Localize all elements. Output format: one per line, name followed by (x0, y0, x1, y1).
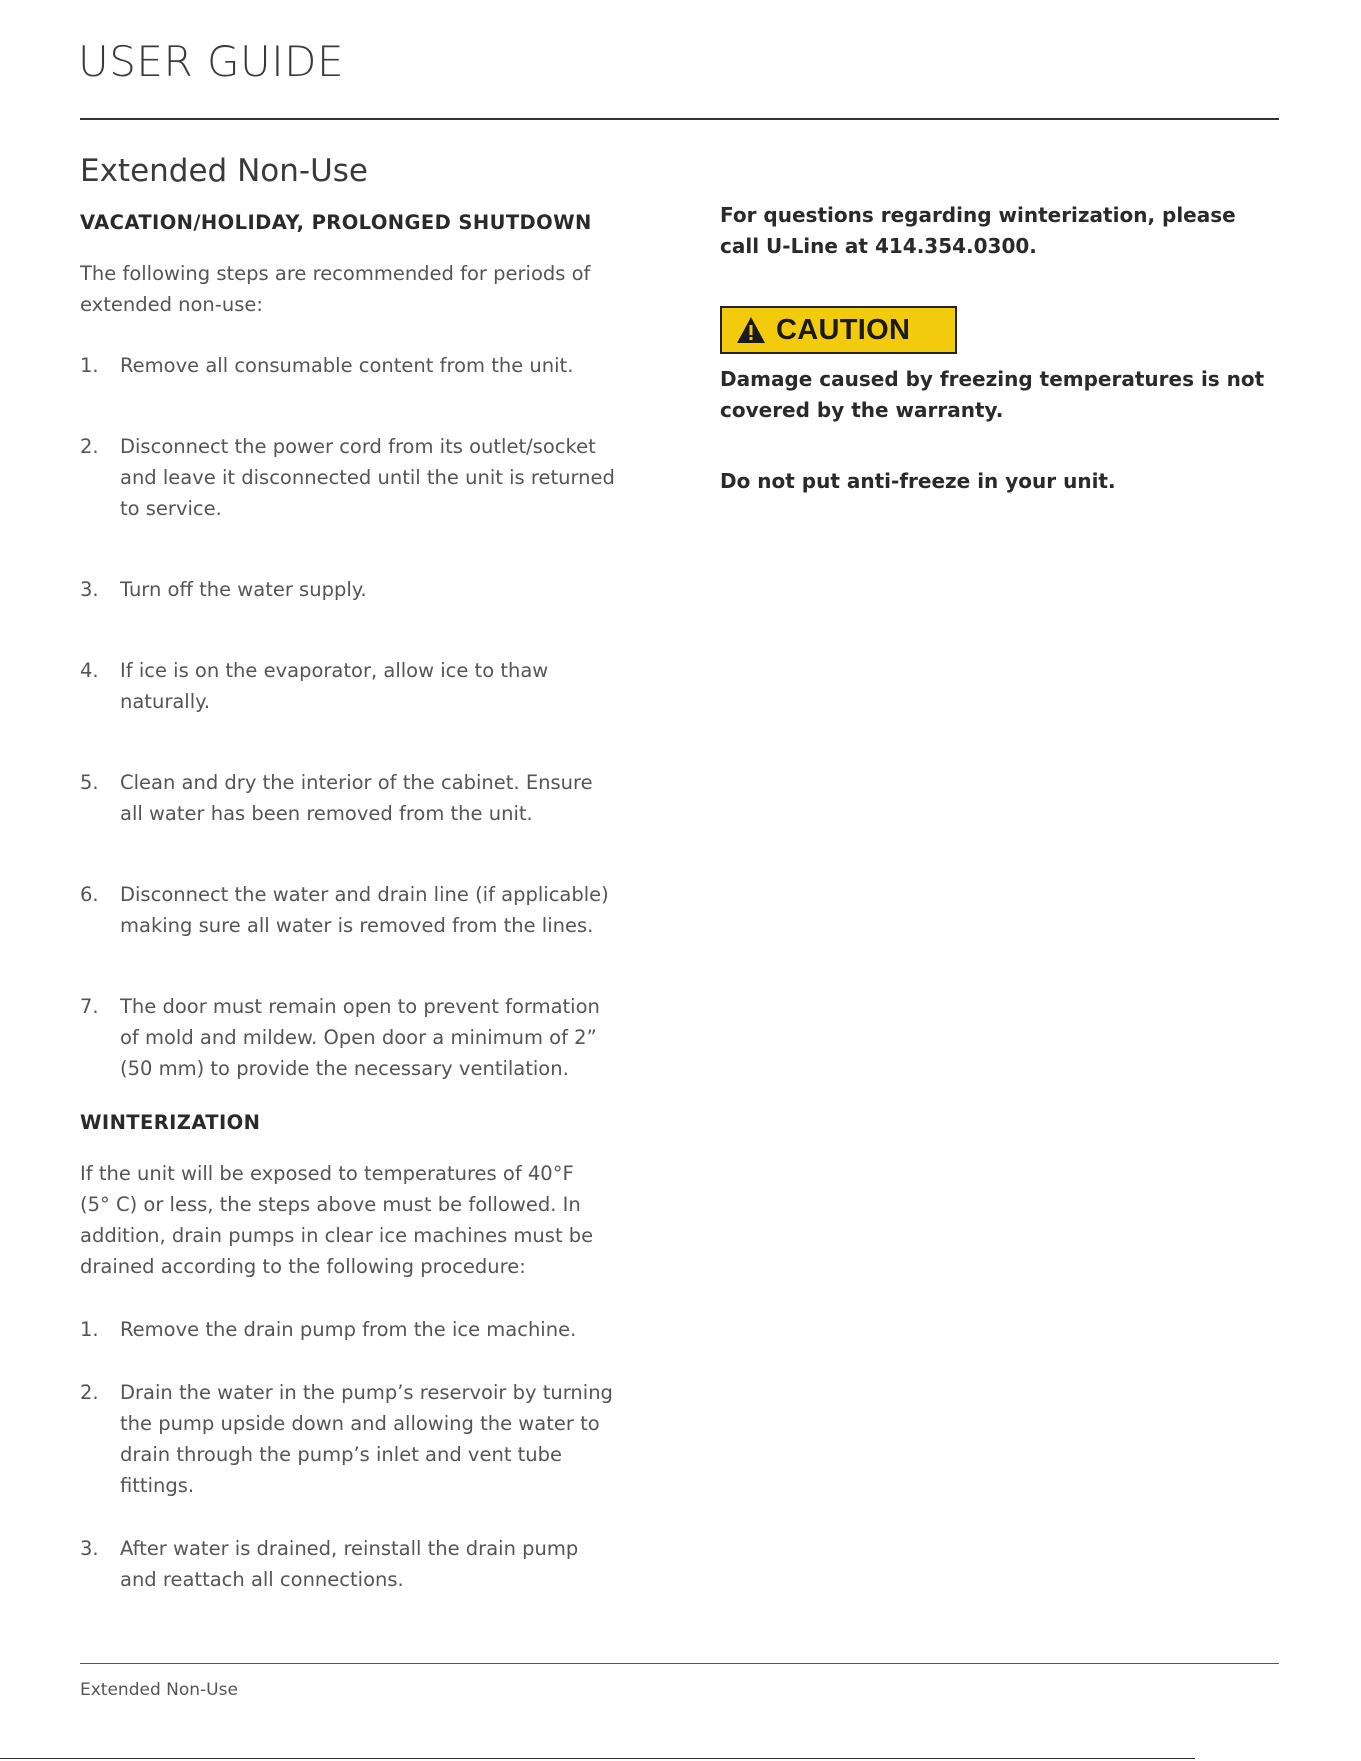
shutdown-step (80, 655, 640, 717)
shutdown-heading: VACATION/HOLIDAY, PROLONGED SHUTDOWN (80, 211, 592, 234)
step-text: Drain the water in the pump’s reservoir by turning the pump upside down and allowing the water to drain through the pump’s inlet and vent tube fittings. (120, 1381, 613, 1497)
footer-section-label: Extended Non-Use (80, 1680, 238, 1700)
caution-label: CAUTION (776, 313, 911, 346)
shutdown-step (80, 767, 640, 829)
step-text: The door must remain open to prevent formation of mold and mildew. Open door a minimum of 2” (50 mm) to provide the necessary ventilation. (120, 995, 600, 1080)
shutdown-step (80, 350, 640, 381)
right-column (720, 200, 1280, 497)
caution-banner (720, 306, 957, 354)
winterization-contact-note: For questions regarding winterization, please call U-Line at 414.354.0300. (720, 203, 1236, 258)
step-text: Turn off the water supply. (120, 578, 367, 601)
anti-freeze-warning: Do not put anti-freeze in your unit. (720, 469, 1116, 493)
step-number: 6. (80, 883, 99, 906)
shutdown-steps (80, 350, 640, 1084)
step-text: Disconnect the power cord from its outlet/socket and leave it disconnected until the unit is returned to service. (120, 435, 615, 520)
winterization-step (80, 1314, 640, 1345)
section-title: Extended Non-Use (80, 153, 368, 189)
shutdown-step (80, 574, 640, 605)
winterization-steps (80, 1314, 640, 1595)
freeze-damage-warning: Damage caused by freezing temperatures is not covered by the warranty. (720, 367, 1265, 422)
shutdown-step (80, 431, 640, 524)
step-text: After water is drained, reinstall the drain pump and reattach all connections. (120, 1537, 579, 1591)
step-text: If ice is on the evaporator, allow ice to thaw naturally. (120, 659, 549, 713)
step-number: 4. (80, 659, 99, 682)
warning-triangle-icon (736, 316, 766, 344)
shutdown-step (80, 991, 640, 1084)
shutdown-step (80, 879, 640, 941)
step-text: Disconnect the water and drain line (if applicable) making sure all water is removed from the lines. (120, 883, 609, 937)
step-number: 3. (80, 578, 99, 601)
step-number: 1. (80, 354, 99, 377)
step-text: Clean and dry the interior of the cabinet. Ensure all water has been removed from the unit. (120, 771, 593, 825)
step-text: Remove the drain pump from the ice machine. (120, 1318, 577, 1341)
document-title: USER GUIDE (78, 37, 345, 86)
shutdown-intro: The following steps are recommended for periods of extended non-use: (80, 262, 591, 316)
winterization-intro: If the unit will be exposed to temperatures of 40°F (5° C) or less, the steps above must be followed. In addition, drain pumps in clear ice machines must be drained according to the following procedure: (80, 1162, 594, 1278)
page-edge-line (0, 1758, 1195, 1759)
winterization-step (80, 1377, 640, 1501)
step-number: 1. (80, 1318, 99, 1341)
step-text: Remove all consumable content from the unit. (120, 354, 574, 377)
step-number: 7. (80, 995, 99, 1018)
step-number: 2. (80, 1381, 99, 1404)
header-divider (80, 118, 1279, 120)
step-number: 3. (80, 1537, 99, 1560)
winterization-step (80, 1533, 640, 1595)
footer-divider (80, 1663, 1279, 1664)
step-number: 2. (80, 435, 99, 458)
left-column (80, 208, 640, 1595)
winterization-heading: WINTERIZATION (80, 1111, 261, 1134)
step-number: 5. (80, 771, 99, 794)
